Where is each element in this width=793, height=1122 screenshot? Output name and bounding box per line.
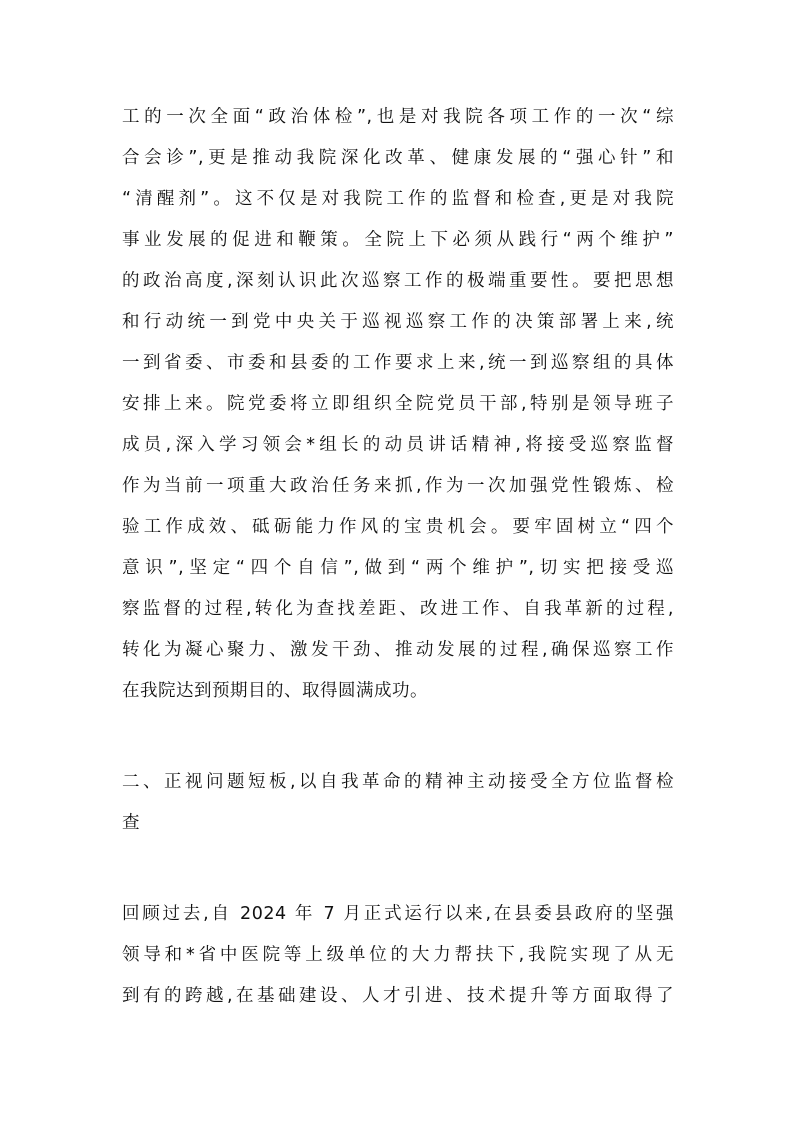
text-line: 在我院达到预期目的、取得圆满成功。 — [122, 681, 428, 701]
text-line: 领导和*省中医院等上级单位的大力帮扶下,我院实现了从无 — [122, 945, 674, 965]
text-line: 察监督的过程,转化为查找差距、改进工作、自我革新的过程, — [122, 599, 674, 619]
text-line: 回顾过去,自 2024 年 7 月正式运行以来,在县委县政府的坚强 — [122, 904, 674, 924]
text-line: 到有的跨越,在基础建设、人才引进、技术提升等方面取得了 — [122, 986, 674, 1006]
text-line: 的政治高度,深刻认识此次巡察工作的极端重要性。要把思想 — [122, 271, 674, 291]
text-line: 和行动统一到党中央关于巡视巡察工作的决策部署上来,统 — [122, 312, 674, 332]
text-line: “清醒剂”。这不仅是对我院工作的监督和检查,更是对我院 — [122, 189, 674, 209]
text-line: 验工作成效、砥砺能力作风的宝贵机会。要牢固树立“四个 — [122, 517, 674, 537]
text-line: 意识”,坚定“四个自信”,做到“两个维护”,切实把接受巡 — [122, 558, 674, 578]
text-line: 转化为凝心聚力、激发干劲、推动发展的过程,确保巡察工作 — [122, 640, 674, 660]
text-line: 作为当前一项重大政治任务来抓,作为一次加强党性锻炼、检 — [122, 476, 674, 496]
text-line: 一到省委、市委和县委的工作要求上来,统一到巡察组的具体 — [122, 353, 674, 373]
text-line: 事业发展的促进和鞭策。全院上下必须从践行“两个维护” — [122, 230, 674, 250]
heading-line: 二、正视问题短板,以自我革命的精神主动接受全方位监督检 — [122, 772, 674, 792]
heading-line: 查 — [122, 813, 140, 833]
text-line: 安排上来。院党委将立即组织全院党员干部,特别是领导班子 — [122, 394, 674, 414]
text-line: 工的一次全面“政治体检”,也是对我院各项工作的一次“综 — [122, 107, 674, 127]
text-line: 成员,深入学习领会*组长的动员讲话精神,将接受巡察监督 — [122, 435, 674, 455]
text-line: 合会诊”,更是推动我院深化改革、健康发展的“强心针”和 — [122, 148, 674, 168]
